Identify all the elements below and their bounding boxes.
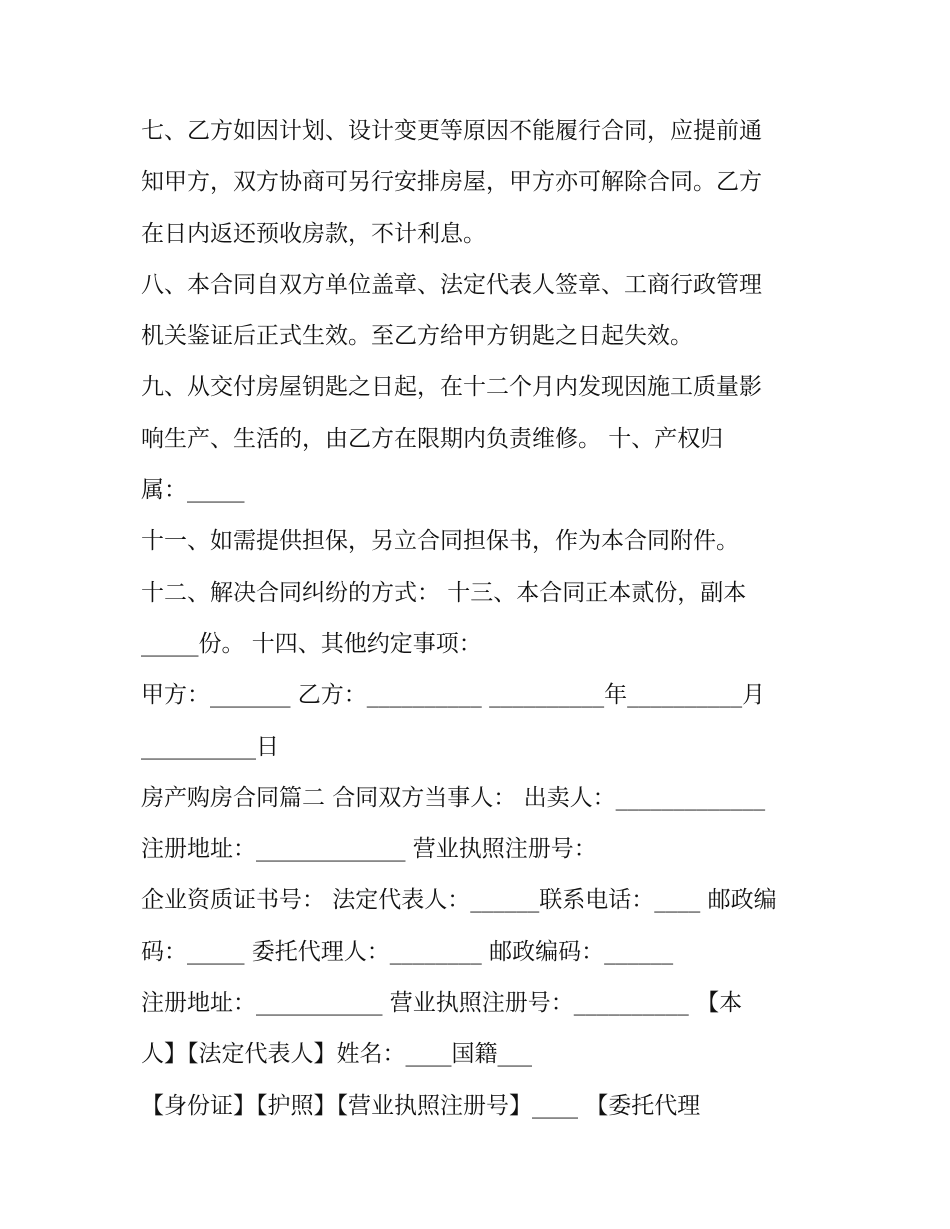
text-line: 十二、解决合同纠纷的方式： 十三、本合同正本贰份，副本 (141, 579, 747, 606)
text-line: 人】【法定代表人】姓名：____国籍___ (141, 1041, 532, 1068)
text-line: 响生产、生活的，由乙方在限期内负责维修。 十、产权归 (141, 425, 724, 452)
text-line: 码：_____ 委托代理人：________ 邮政编码：______ (141, 938, 674, 965)
text-line: 知甲方，双方协商可另行安排房屋，甲方亦可解除合同。乙方 (141, 169, 762, 196)
text-line: 十一、如需提供担保，另立合同担保书，作为本合同附件。 (141, 528, 739, 555)
text-line: _____份。 十四、其他约定事项： (141, 630, 482, 657)
text-line: 甲方：_______ 乙方：__________ __________年__________月 (141, 682, 766, 709)
text-line: 注册地址：___________ 营业执照注册号：__________ 【本 (141, 990, 743, 1017)
text-line: 【身份证】【护照】【营业执照注册号】____ 【委托代理 (141, 1092, 701, 1119)
text-line: 九、从交付房屋钥匙之日起，在十二个月内发现因施工质量影 (141, 374, 762, 401)
text-line: 房产购房合同篇二 合同双方当事人： 出卖人：_____________ (141, 784, 766, 811)
text-line: __________日 (141, 733, 279, 760)
text-line: 在日内返还预收房款，不计利息。 (141, 220, 486, 247)
text-line: 机关鉴证后正式生效。至乙方给甲方钥匙之日起失效。 (141, 323, 693, 350)
text-line: 八、本合同自双方单位盖章、法定代表人签章、工商行政管理 (141, 271, 762, 298)
text-line: 七、乙方如因计划、设计变更等原因不能履行合同，应提前通 (141, 118, 762, 144)
text-line: 企业资质证书号： 法定代表人：______联系电话：____ 邮政编 (141, 887, 777, 914)
text-line: 注册地址：_____________ 营业执照注册号： (141, 836, 597, 863)
document-body (141, 106, 821, 1132)
text-line: 属：_____ (141, 477, 245, 504)
